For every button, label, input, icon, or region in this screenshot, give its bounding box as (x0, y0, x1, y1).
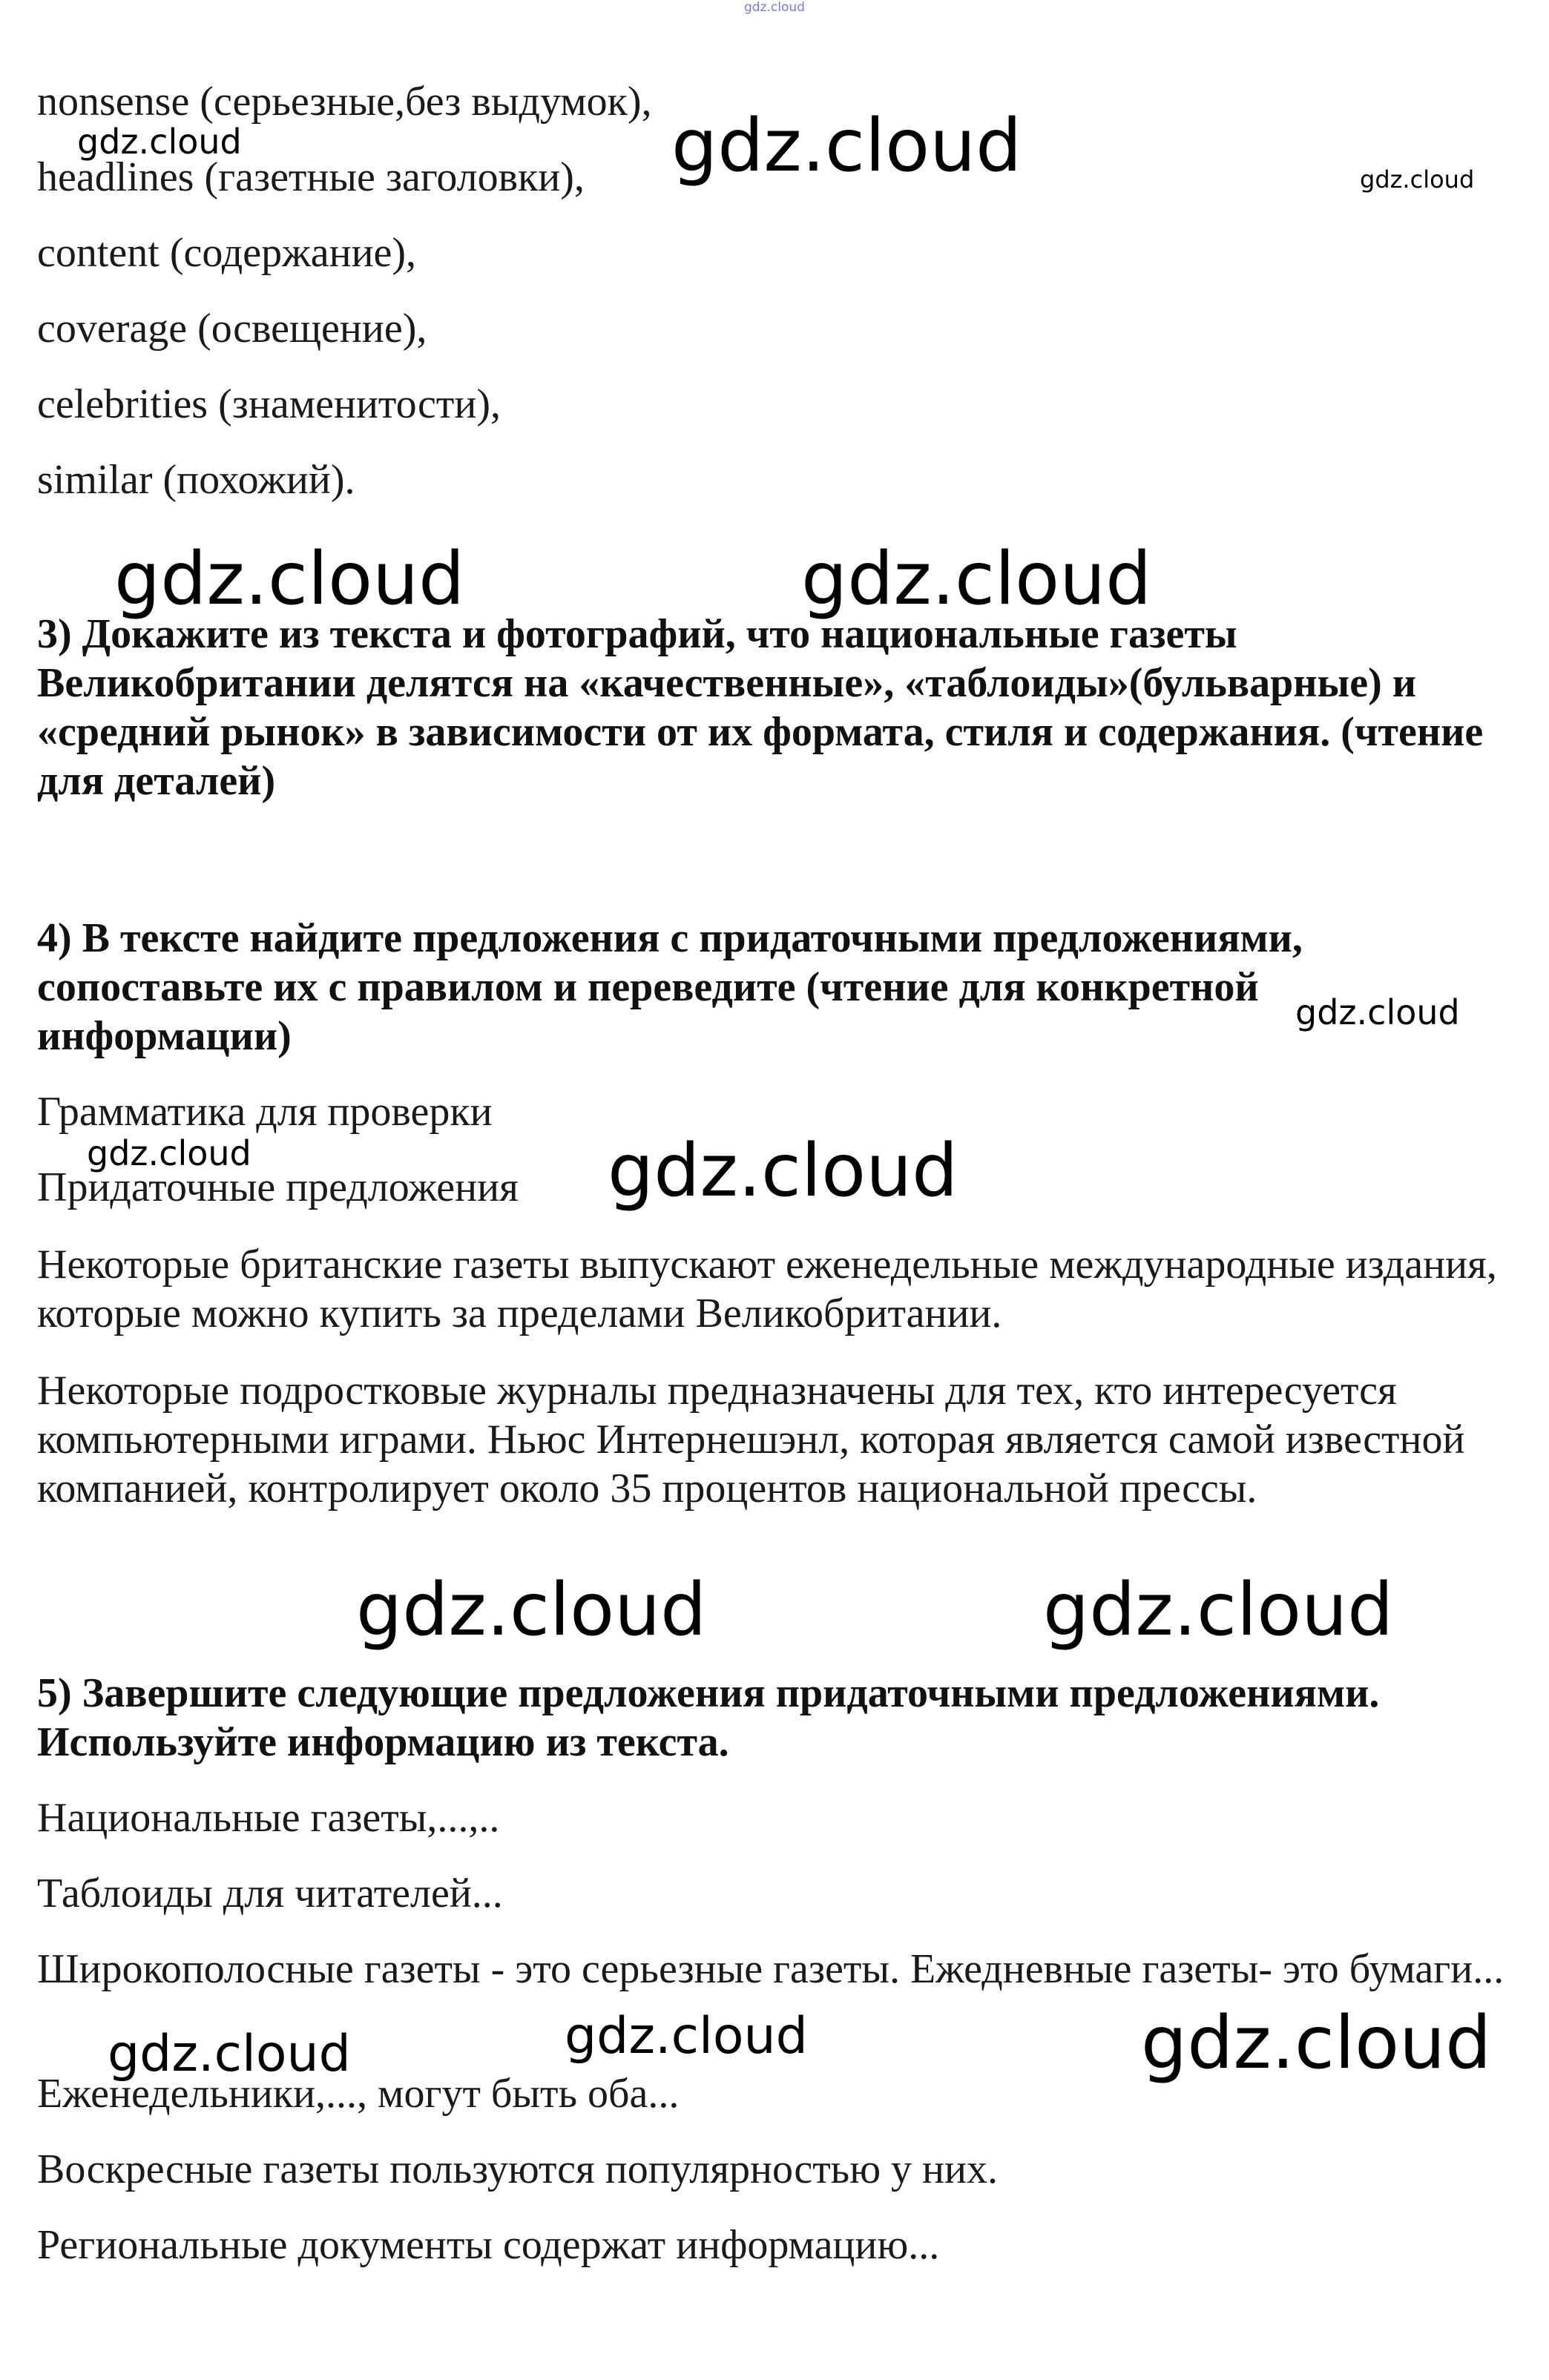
task4-heading: 4) В тексте найдите предложения с придаточными предложениями, сопоставьте их с правилом и переведите (чтение для конкретной информации) (37, 915, 1303, 1059)
task5-item-1: Национальные газеты,...,.. (37, 1795, 500, 1841)
watermark: gdz.cloud (114, 537, 465, 622)
top-watermark: gdz.cloud (744, 0, 805, 15)
vocab-item-content: content (содержание), (37, 230, 417, 276)
watermark: gdz.cloud (1295, 992, 1460, 1032)
watermark: gdz.cloud (671, 104, 1022, 188)
watermark: gdz.cloud (1043, 1568, 1394, 1652)
vocab-item-celebrities: celebrities (знаменитости), (37, 381, 501, 427)
watermark: gdz.cloud (1141, 2001, 1492, 2086)
vocab-item-similar: similar (похожий). (37, 457, 355, 503)
task3-heading: 3) Докажите из текста и фотографий, что национальные газеты Великобритании делятся на «качественные», «таблоиды»(бульварные) и «средний рынок» в зависимости от их формата, стиля и содержания. (чтение для деталей) (37, 611, 1484, 804)
task5-item-6: Региональные документы содержат информацию... (37, 2222, 940, 2268)
task5-item-2: Таблоиды для читателей... (37, 1870, 503, 1916)
task5-heading: 5) Завершите следующие предложения придаточными предложениями. Используйте информацию из текста. (37, 1670, 1380, 1765)
watermark: gdz.cloud (608, 1129, 958, 1213)
task4-paragraph-2: Некоторые подростковые журналы предназначены для тех, кто интересуется компьютерными играми. Ньюс Интернешэнл, которая является самой известной компанией, контролирует около 35 процентов национальной прессы. (37, 1368, 1465, 1512)
vocab-item-coverage: coverage (освещение), (37, 306, 427, 352)
watermark: gdz.cloud (108, 2025, 351, 2083)
watermark: gdz.cloud (87, 1133, 251, 1173)
task5-item-4: Еженедельники,..., могут быть оба... (37, 2071, 680, 2117)
watermark: gdz.cloud (356, 1568, 707, 1652)
watermark: gdz.cloud (565, 2007, 808, 2066)
clauses-label: Придаточные предложения (37, 1164, 519, 1210)
task4-paragraph-1: Некоторые британские газеты выпускают еженедельные международные издания, которые можно купить за пределами Великобритании. (37, 1242, 1497, 1336)
vocab-item-nonsense: nonsense (серьезные,без выдумок), (37, 79, 652, 125)
task5-item-5: Воскресные газеты пользуются популярностью у них. (37, 2146, 998, 2192)
watermark: gdz.cloud (1360, 165, 1475, 194)
watermark: gdz.cloud (77, 122, 242, 162)
task5-item-3: Широкополосные газеты - это серьезные газеты. Ежедневные газеты- это бумаги... (37, 1946, 1504, 1992)
vocab-item-headlines: headlines (газетные заголовки), (37, 154, 585, 200)
grammar-label: Грамматика для проверки (37, 1089, 493, 1135)
watermark: gdz.cloud (801, 537, 1152, 622)
